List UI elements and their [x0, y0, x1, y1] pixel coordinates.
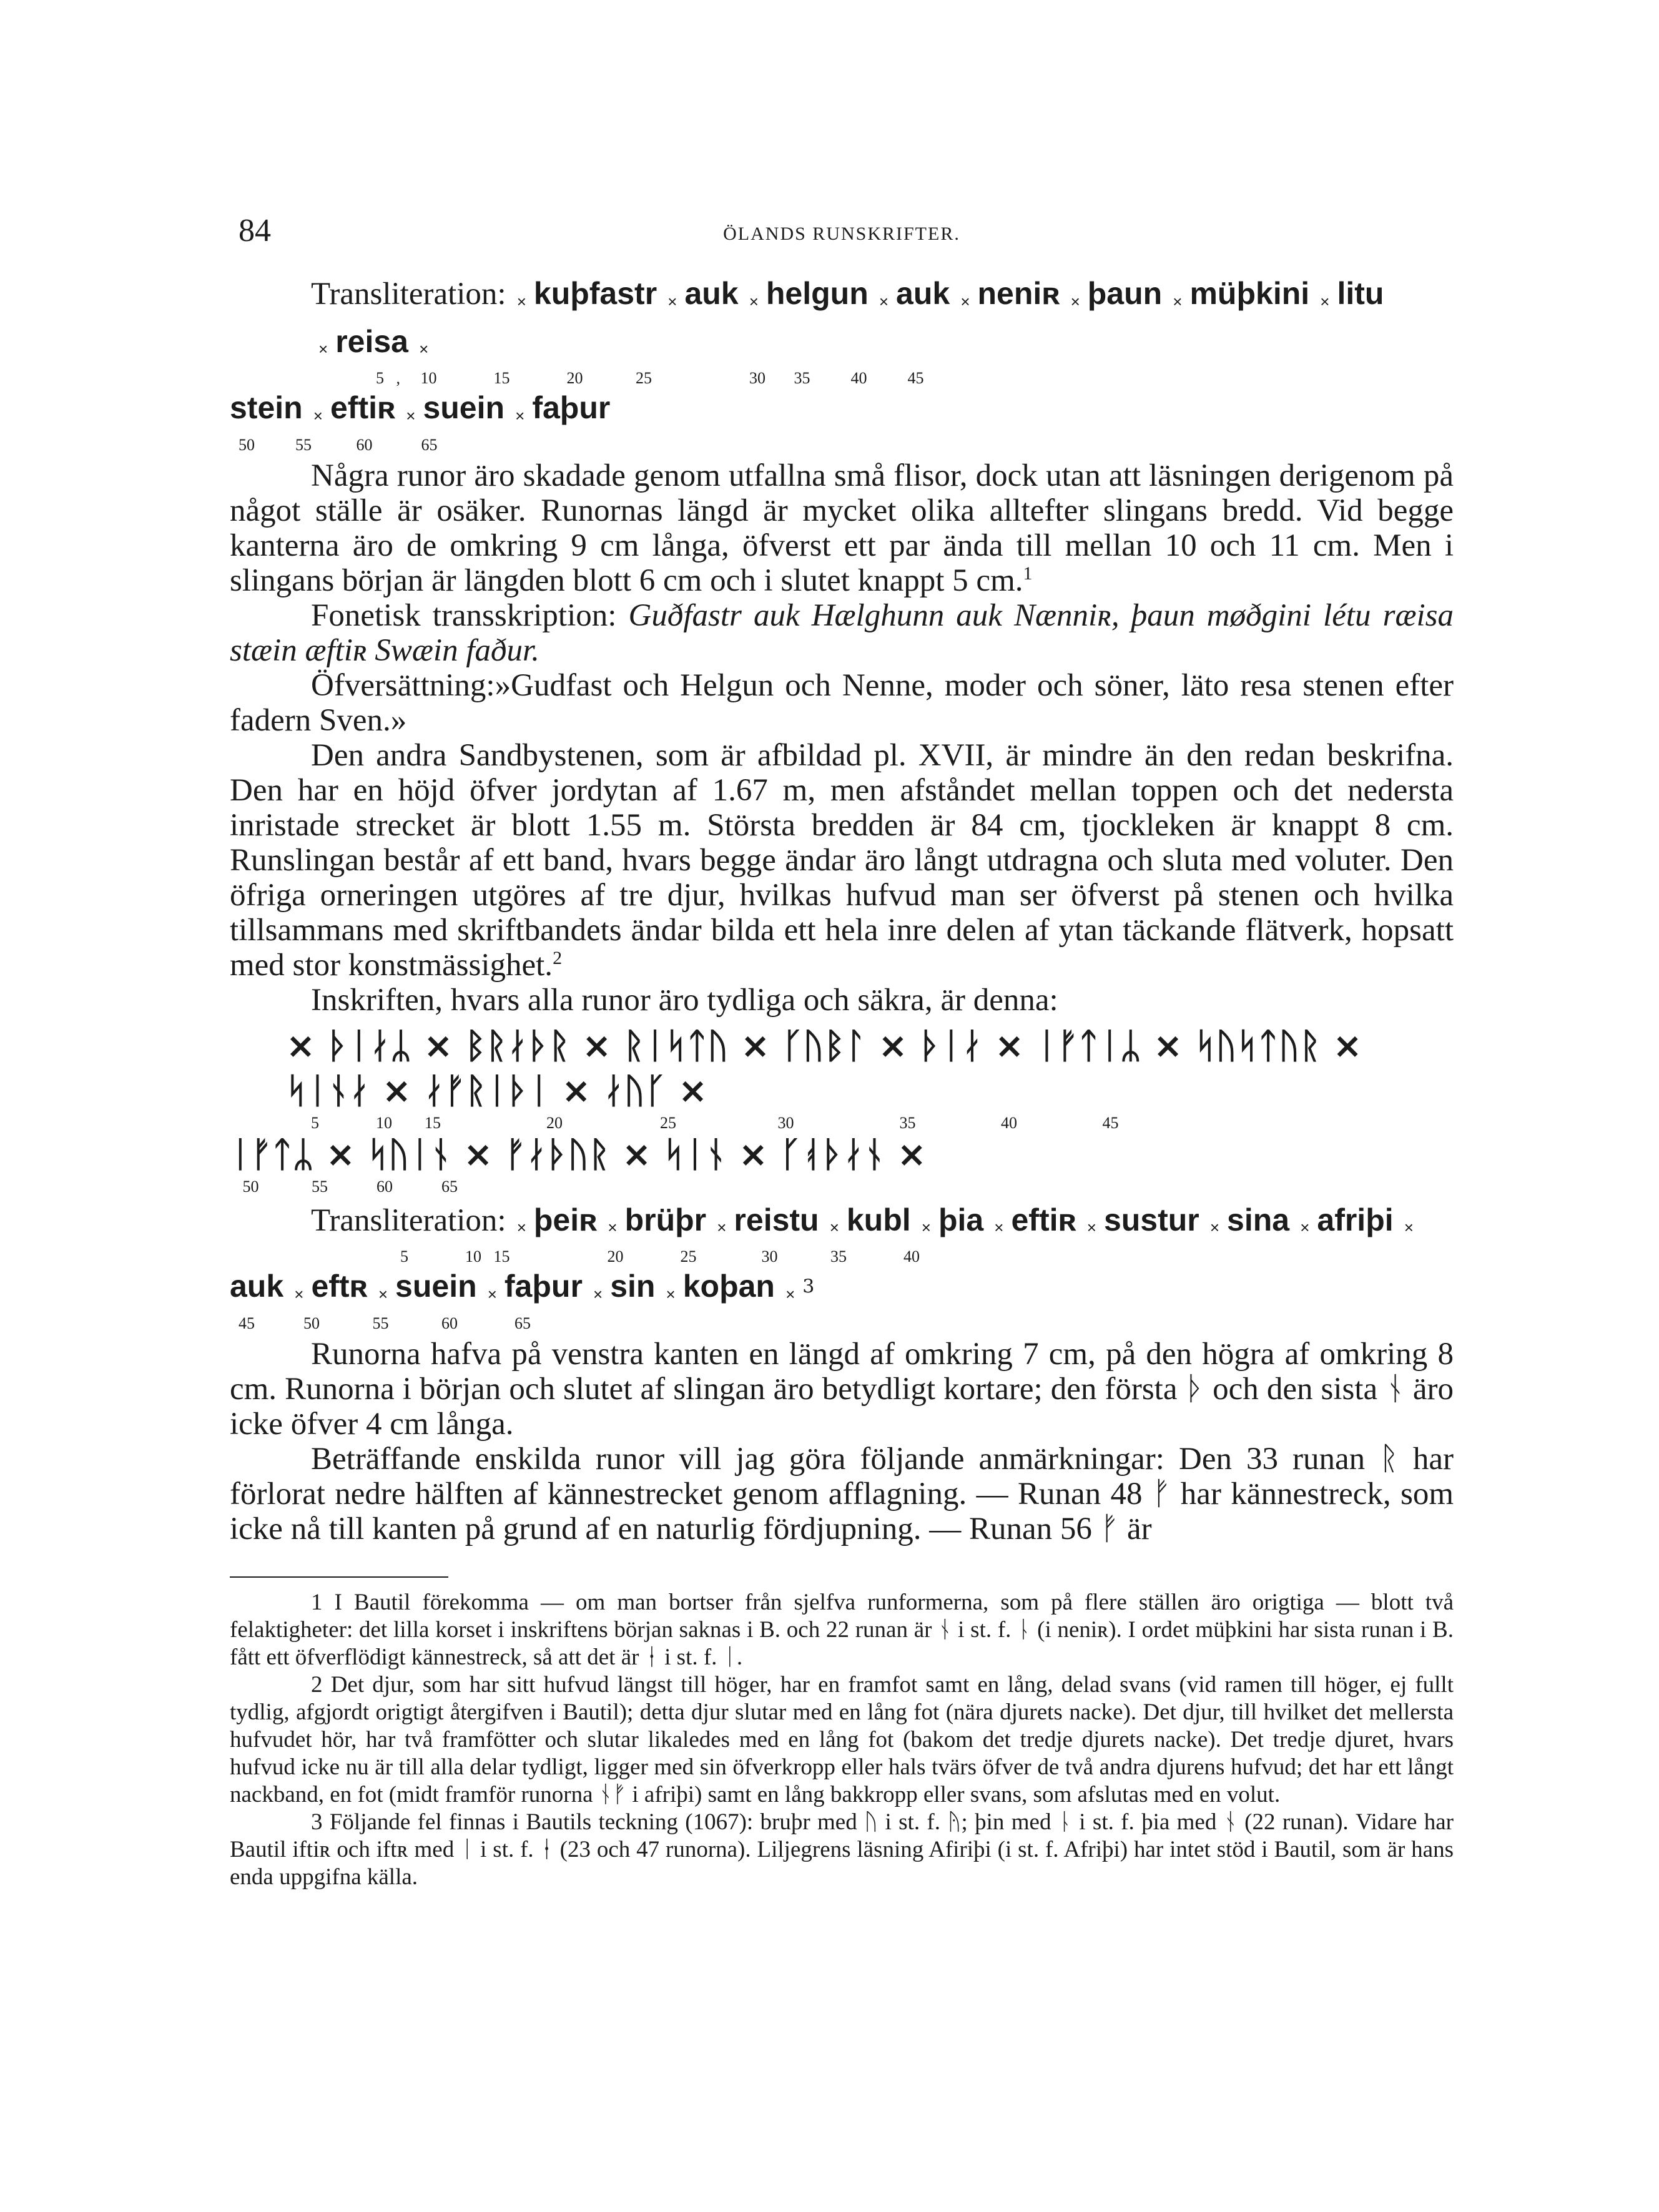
- running-title: ÖLANDS RUNSKRIFTER.: [723, 224, 960, 244]
- separator-cross: ×: [1173, 292, 1183, 311]
- translit-word: sin: [610, 1269, 656, 1304]
- separator-cross: ×: [1320, 292, 1330, 311]
- footnote-ref: 2: [553, 947, 563, 968]
- translit-word: helgun: [766, 276, 869, 311]
- paragraph-translation: [230, 668, 1454, 738]
- transliteration-label: Transliteration:: [311, 1202, 506, 1238]
- paragraph-rune-lengths: [230, 458, 1454, 598]
- separator-cross: ×: [419, 340, 429, 358]
- translit-word: suein: [395, 1269, 477, 1304]
- footnote-ref: 3: [802, 1276, 815, 1298]
- footnote-ref: 1: [1023, 563, 1033, 584]
- translit-word: afriþi: [1317, 1202, 1394, 1237]
- separator-cross: ×: [487, 1284, 497, 1304]
- translit-word: sustur: [1103, 1202, 1199, 1237]
- translit-word: suein: [423, 390, 505, 425]
- separator-cross: ×: [516, 292, 526, 311]
- separator-cross: ×: [829, 1218, 839, 1237]
- rune-numbering: 50 55 60 65: [239, 435, 438, 454]
- transliteration-block-1: [230, 273, 1454, 455]
- translit-word: müþkini: [1189, 276, 1310, 311]
- rune-numbering: 5 10 15 20 25 30 35 40: [230, 1247, 920, 1266]
- paragraph-rune-heights: Runorna hafva på venstra kanten en längd af omkring 7 cm, på den högra af omkring 8 cm. Runorna i början och slutet af slingan äro betydligt kortare; den första ᚦ och den sista ᚾ äro icke öfver 4 cm långa.: [230, 1336, 1454, 1442]
- separator-cross: ×: [378, 1284, 388, 1304]
- page: [230, 187, 1454, 1891]
- separator-cross: ×: [313, 406, 323, 425]
- separator-cross: ×: [406, 406, 416, 425]
- rune-numbering: 45 50 55 60 65: [239, 1314, 531, 1332]
- footnote-2: 2 Det djur, som har sitt hufvud längst till höger, har en framfot samt en lång, delad svans (vid ramen till höger, ej fullt tydlig, afgjordt origtigt återgifven i Bautil); detta djur slutar med en lång fot (nära djurets nacke). Det djur, till hvilket det mellersta hufvudet hör, har två framfötter och slutar likaledes med en lång fot (bakom det tredje djurets nacke). Det tredje djuret, hvars hufvud icke nu är till alla delar tydligt, ligger med sin öfverkropp eller hals tvärs öfver de två andra djurens hufvud; det har ett långt nackband, en fot (midt framför runorna ᚾᚠ i afriþi) samt en lång bakkropp eller svans, som afslutas med en volut.: [230, 1671, 1454, 1807]
- separator-cross: ×: [593, 1284, 603, 1304]
- translit-word: litu: [1337, 276, 1384, 311]
- separator-cross: ×: [1209, 1218, 1220, 1237]
- translit-word: þeiʀ: [533, 1202, 598, 1237]
- translit-word: auk: [896, 276, 950, 311]
- separator-cross: ×: [1404, 1218, 1414, 1237]
- translation-label: Öfversättning:: [311, 667, 495, 703]
- transliteration-line-2: [230, 388, 1454, 436]
- translit-word: kubl: [846, 1202, 911, 1237]
- phonetic-text: Guðfastr auk Hælghunn auk Nænniʀ, þaun møðgini létu ræisa stæin æftiʀ Swæin faður.: [230, 597, 1454, 668]
- translit-word: neniʀ: [977, 276, 1060, 311]
- translit-word: eftiʀ: [330, 390, 396, 425]
- translit-word: sina: [1227, 1202, 1290, 1237]
- page-header: [230, 187, 1454, 248]
- rune-line-2: ᛁᚠᛏᛦ × ᛋᚢᛁᚾ × ᚠᛅᚦᚢᚱ × ᛋᛁᚾ × ᚴᚮᚦᛅᚾ ×: [230, 1134, 927, 1175]
- translit-word: brüþr: [624, 1202, 707, 1237]
- transliteration-line-1: [230, 1200, 1454, 1248]
- translit-word: auk: [230, 1269, 284, 1304]
- separator-cross: ×: [994, 1218, 1004, 1237]
- rune-line-1: × ᚦᛁᛅᛦ × ᛒᚱᛅᚦᚱ × ᚱᛁᛋᛏᚢ × ᚴᚢᛒᛚ × ᚦᛁᛅ × ᛁᚠᛏᛁᛦ × ᛋᚢᛋᛏᚢᚱ × ᛋᛁᚾᛅ × ᛅᚠᚱᛁᚦᛁ × ᛅᚢᚴ ×: [286, 1025, 1362, 1111]
- paragraph-second-stone: [230, 738, 1454, 983]
- transliteration-line-2: [230, 1266, 1454, 1314]
- translit-word: stein: [230, 390, 303, 425]
- page-number: 84: [239, 213, 271, 248]
- translit-word: þaun: [1087, 276, 1163, 311]
- paragraph-phonetic: [230, 598, 1454, 668]
- separator-cross: ×: [294, 1284, 304, 1304]
- translit-word: reistu: [734, 1202, 819, 1237]
- separator-cross: ×: [960, 292, 970, 311]
- footnote-3: 3 Följande fel finnas i Bautils teckning (1067): bruþr med ᚢ i st. f. ᚤ; þin med ᚿ i st. f. þia med ᚾ (22 runan). Vidare har Bautil iftiʀ och iftʀ med ᛁ i st. f. ᛂ (23 och 47 runorna). Liljegrens läsning Afiriþi (i st. f. Afriþi) har intet stöd i Bautil, som är hans enda uppgifna källa.: [230, 1809, 1454, 1890]
- paragraph-text: Den andra Sandbystenen, som är afbildad pl. XVII, är mindre än den redan beskrifna. Den har en höjd öfver jordytan af 1.67 m, men afståndet mellan toppen och det nedersta inristade strecket är blott 1.55 m. Största bredden är 84 cm, tjockleken är knappt 8 cm. Runslingan består af ett band, hvars begge ändar äro långt utdragna och sluta med voluter. Den öfriga orneringen utgöres af tre djur, hvilkas hufvud man ser öfverst på stenen och hvilka tillsammans med skriftbandets ändar bilda ett hela inre delen af ytan täckande flätverk, hopsatt med stor konstmässighet.: [230, 737, 1454, 983]
- translit-word: reisa: [335, 323, 408, 359]
- footnote-divider: [230, 1576, 448, 1578]
- separator-cross: ×: [516, 1218, 526, 1237]
- translit-word: eftʀ: [311, 1269, 368, 1304]
- separator-cross: ×: [879, 292, 889, 311]
- translit-word: auk: [684, 276, 739, 311]
- translit-word: faþur: [504, 1269, 583, 1304]
- separator-cross: ×: [1086, 1218, 1096, 1237]
- translit-word: þia: [938, 1202, 984, 1237]
- transliteration-label: Transliteration:: [311, 277, 506, 312]
- separator-cross: ×: [667, 292, 677, 311]
- paragraph-inscription-intro: Inskriften, hvars alla runor äro tydliga och säkra, är denna:: [311, 982, 1058, 1018]
- separator-cross: ×: [921, 1218, 931, 1237]
- separator-cross: ×: [717, 1218, 727, 1237]
- translit-word: eftiʀ: [1011, 1202, 1076, 1237]
- footnote-1: 1 I Bautil förekomma — om man bortser från sjelfva runformerna, som på flere ställen äro origtiga — blott två felaktigheter: det lilla korset i inskriftens början saknas i B. och 22 runan är ᚾ i st. f. ᚿ (i neniʀ). I ordet müþkini har sista runan i B. fått ett öfverflödigt kännestreck, så att det är ᛂ i st. f. ᛁ.: [230, 1589, 1454, 1670]
- transliteration-line-1: [230, 273, 1454, 369]
- translation-text: »Gudfast och Helgun och Nenne, moder och söner, läto resa stenen efter fadern Sven.»: [230, 667, 1454, 738]
- transliteration-block-2: [230, 1200, 1454, 1333]
- footnotes: [230, 1589, 1454, 1891]
- separator-cross: ×: [785, 1284, 795, 1304]
- paragraph-text: Några runor äro skadade genom utfallna små flisor, dock utan att läsningen derigenom på något ställe är osäker. Runornas längd är mycket olika alltefter slingans bredd. Vid begge kanterna äro de omkring 9 cm långa, öfverst ett par ända till mellan 10 och 11 cm. Men i slingans början är längden blott 6 cm och i slutet knappt 5 cm.: [230, 458, 1454, 598]
- separator-cross: ×: [608, 1218, 618, 1237]
- separator-cross: ×: [318, 340, 328, 358]
- rune-numbering: 50 55 60 65: [239, 1177, 458, 1196]
- separator-cross: ×: [1070, 292, 1080, 311]
- rune-numbering: 5 10 15 20 25 30 35 40 45: [230, 1113, 1119, 1132]
- runic-inscription: [230, 1024, 1454, 1196]
- separator-cross: ×: [749, 292, 759, 311]
- phonetic-label: Fonetisk transskription:: [311, 597, 617, 633]
- separator-cross: ×: [666, 1284, 676, 1304]
- separator-cross: ×: [515, 406, 525, 425]
- translit-word: faþur: [532, 390, 611, 425]
- separator-cross: ×: [1300, 1218, 1310, 1237]
- rune-numbering: 5 , 10 15 20 25 30 35 40 45: [230, 369, 924, 387]
- paragraph-rune-remarks: Beträffande enskilda runor vill jag göra följande anmärkningar: Den 33 runan ᚱ har förlorat nedre hälften af kännestrecket genom afflagning. — Runan 48 ᚠ har kännestreck, som icke nå till kanten på grund af en naturlig fördjupning. — Runan 56 ᚠ är: [230, 1441, 1454, 1546]
- translit-word: koþan: [682, 1269, 775, 1304]
- translit-word: kuþfastr: [533, 276, 657, 311]
